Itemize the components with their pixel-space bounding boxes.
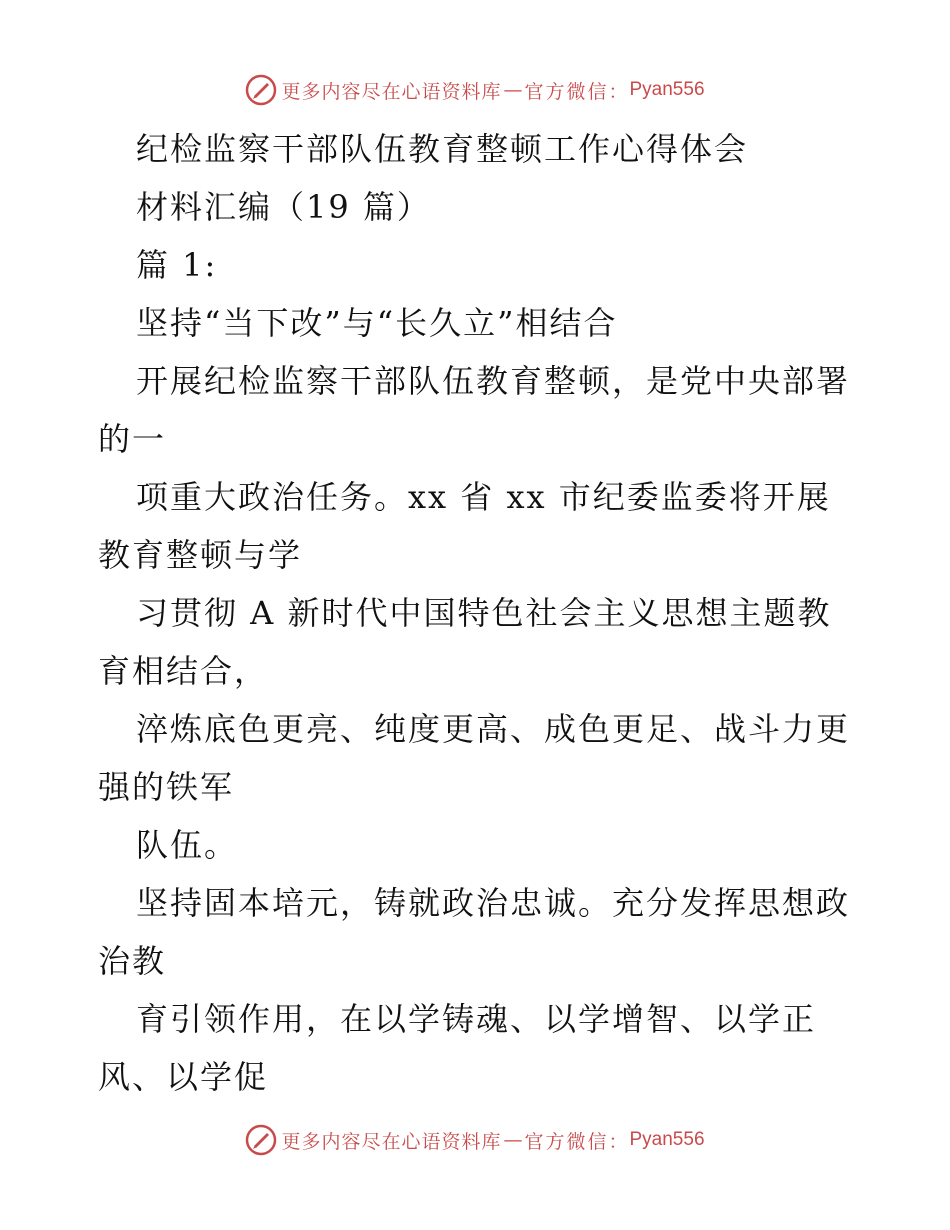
quill-logo-icon bbox=[245, 1124, 277, 1156]
paragraph-line: 风、以学促 bbox=[98, 1058, 269, 1096]
watermark-label: 官方微信： bbox=[524, 1130, 630, 1153]
paragraph-line: 开展纪检监察干部队伍教育整顿，是党中央部署 bbox=[136, 362, 851, 400]
title-line-1: 纪检监察干部队伍教育整顿工作心得体会 bbox=[136, 130, 749, 168]
watermark-separator: — bbox=[503, 1129, 523, 1151]
paragraph-line: 习贯彻 A 新时代中国特色社会主义思想主题教 bbox=[136, 594, 832, 632]
paragraph-line: 淬炼底色更亮、纯度更高、成色更足、战斗力更 bbox=[136, 710, 851, 748]
paragraph-line: 的一 bbox=[98, 420, 167, 458]
paragraph-line: 项重大政治任务。xx 省 xx 市纪委监委将开展 bbox=[136, 478, 831, 516]
section-heading: 坚持“当下改”与“长久立”相结合 bbox=[136, 304, 618, 342]
paragraph-line: 教育整顿与学 bbox=[98, 536, 303, 574]
paragraph-line: 育相结合， bbox=[98, 652, 269, 690]
paragraph-line: 坚持固本培元，铸就政治忠诚。充分发挥思想政 bbox=[136, 884, 851, 922]
quill-logo-icon bbox=[245, 74, 277, 106]
paragraph-line: 队伍。 bbox=[136, 826, 239, 864]
paragraph-line: 治教 bbox=[98, 942, 167, 980]
footer-watermark bbox=[0, 1120, 950, 1160]
document-body bbox=[98, 120, 878, 1106]
title-line-2: 材料汇编（19 篇） bbox=[136, 188, 431, 226]
paragraph-line: 强的铁军 bbox=[98, 768, 235, 806]
watermark-main-text: 更多内容尽在心语资料库 bbox=[281, 1130, 502, 1153]
paragraph-line: 育引领作用，在以学铸魂、以学增智、以学正 bbox=[136, 1000, 817, 1038]
watermark-main-text: 更多内容尽在心语资料库 bbox=[281, 80, 502, 103]
watermark-separator: — bbox=[503, 79, 523, 101]
section-label: 篇 1: bbox=[136, 246, 218, 284]
watermark-label: 官方微信： bbox=[524, 80, 630, 103]
header-watermark bbox=[0, 70, 950, 110]
watermark-wechat-id: Pyan556 bbox=[629, 79, 705, 100]
watermark-wechat-id: Pyan556 bbox=[629, 1129, 705, 1150]
